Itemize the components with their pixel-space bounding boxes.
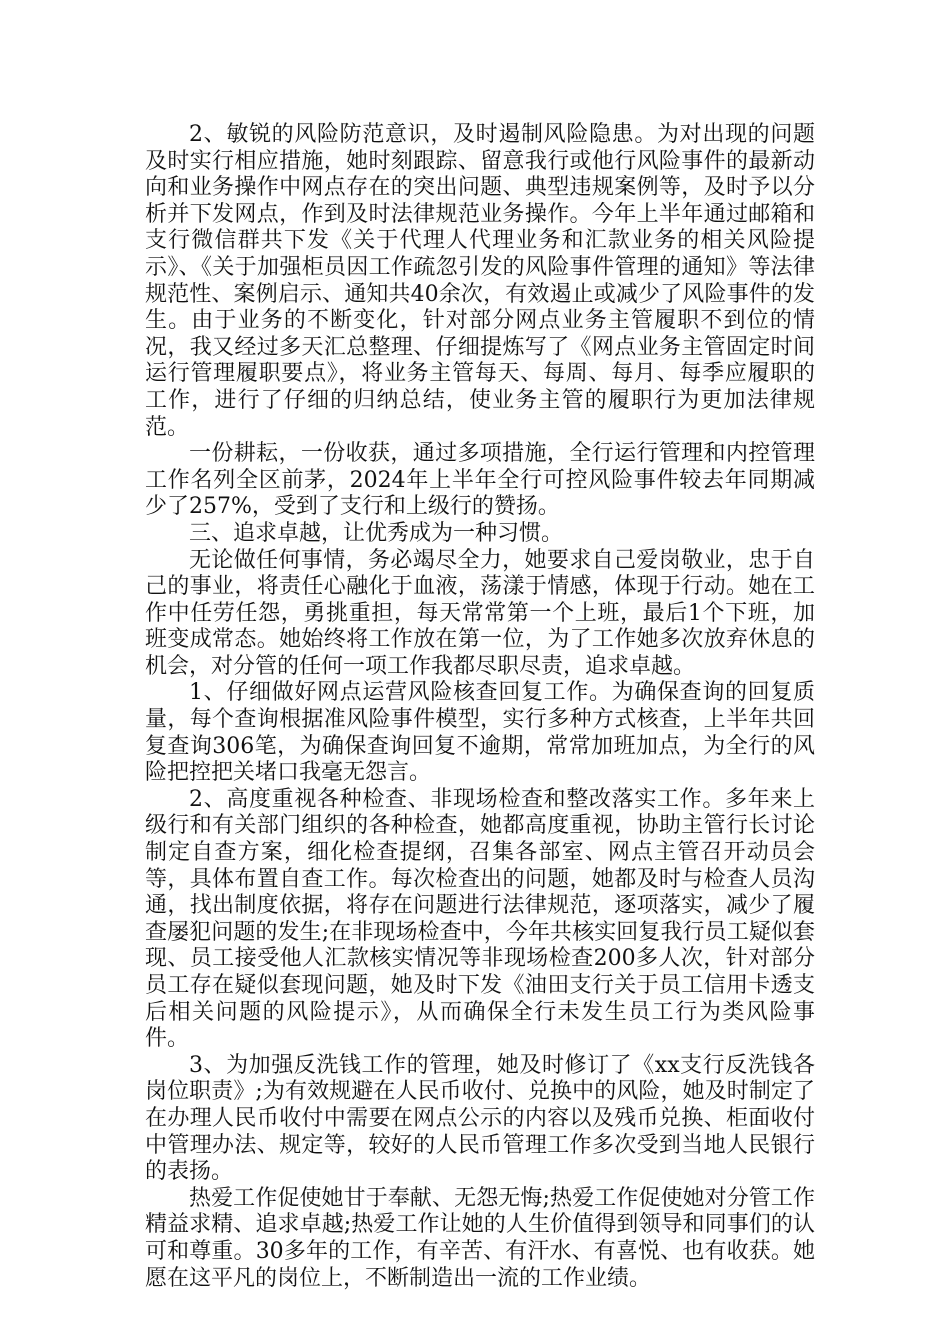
paragraph-anti-money-laundering: 3、为加强反洗钱工作的管理，她及时修订了《xx支行反洗钱各岗位职责》;为有效规避在人民币收付、兑换中的风险，她及时制定了在办理人民币收付中需要在网点公示的内容以及残币兑换、柜面收付中管理办法、规定等，较好的人民币管理工作多次受到当地人民银行的表扬。 [145, 1052, 815, 1185]
paragraph-inspection: 2、高度重视各种检查、非现场检查和整改落实工作。多年来上级行和有关部门组织的各种检查，她都高度重视，协助主管行长讨论制定自查方案，细化检查提纲，召集各部室、网点主管召开动员会等，具体布置自查工作。每次检查出的问题，她都及时与检查人员沟通，找出制度依据，将存在问题进行法律规范，逐项落实，减少了履查屡犯问题的发生;在非现场检查中，今年共核实回复我行员工疑似套现、员工接受他人汇款核实情况等非现场检查200多人次，针对部分员工存在疑似套现问题，她及时下发《油田支行关于员工信用卡透支后相关问题的风险提示》，从而确保全行未发生员工行为类风险事件。 [145, 786, 815, 1052]
paragraph-risk-awareness: 2、敏锐的风险防范意识，及时遏制风险隐患。为对出现的问题及时实行相应措施，她时刻跟踪、留意我行或他行风险事件的最新动向和业务操作中网点存在的突出问题、典型违规案例等，及时予以分析并下发网点，作到及时法律规范业务操作。今年上半年通过邮箱和支行微信群共下发《关于代理人代理业务和汇款业务的相关风险提示》、《关于加强柜员因工作疏忽引发的风险事件管理的通知》等法律规范性、案例启示、通知共40余次，有效遏止或减少了风险事件的发生。由于业务的不断变化，针对部分网点业务主管履职不到位的情况，我又经过多天汇总整理、仔细提炼写了《网点业务主管固定时间运行管理履职要点》，将业务主管每天、每周、每月、每季应履职的工作，进行了仔细的归纳总结，使业务主管的履职行为更加法律规范。 [145, 122, 815, 440]
section-heading-excellence: 三、追求卓越，让优秀成为一种习惯。 [189, 520, 564, 546]
document-body [145, 122, 815, 1292]
paragraph-dedication: 无论做任何事情，务必竭尽全力，她要求自己爱岗敬业，忠于自己的事业，将责任心融化于血液，荡漾于情感，体现于行动。她在工作中任劳任怨，勇挑重担，每天常常第一个上班，最后1个下班，加班变成常态。她始终将工作放在第一位，为了工作她多次放弃休息的机会，对分管的任何一项工作我都尽职尽责，追求卓越。 [145, 547, 815, 679]
paragraph-conclusion: 热爱工作促使她甘于奉献、无怨无悔;热爱工作促使她对分管工作精益求精、追求卓越;热爱工作让她的人生价值得到领导和同事们的认可和尊重。30多年的工作，有辛苦、有汗水、有喜悦、也有收获。她愿在这平凡的岗位上，不断制造出一流的工作业绩。 [145, 1185, 815, 1291]
paragraph-risk-verification: 1、仔细做好网点运营风险核查回复工作。为确保查询的回复质量，每个查询根据准风险事件模型，实行多种方式核查，上半年共回复查询306笔，为确保查询回复不逾期，常常加班加点，为全行的风险把控把关堵口我毫无怨言。 [145, 680, 815, 786]
paragraph-harvest: 一份耕耘，一份收获，通过多项措施，全行运行管理和内控管理工作名列全区前茅，2024年上半年全行可控风险事件较去年同期减少了257%，受到了支行和上级行的赞扬。 [145, 441, 815, 520]
